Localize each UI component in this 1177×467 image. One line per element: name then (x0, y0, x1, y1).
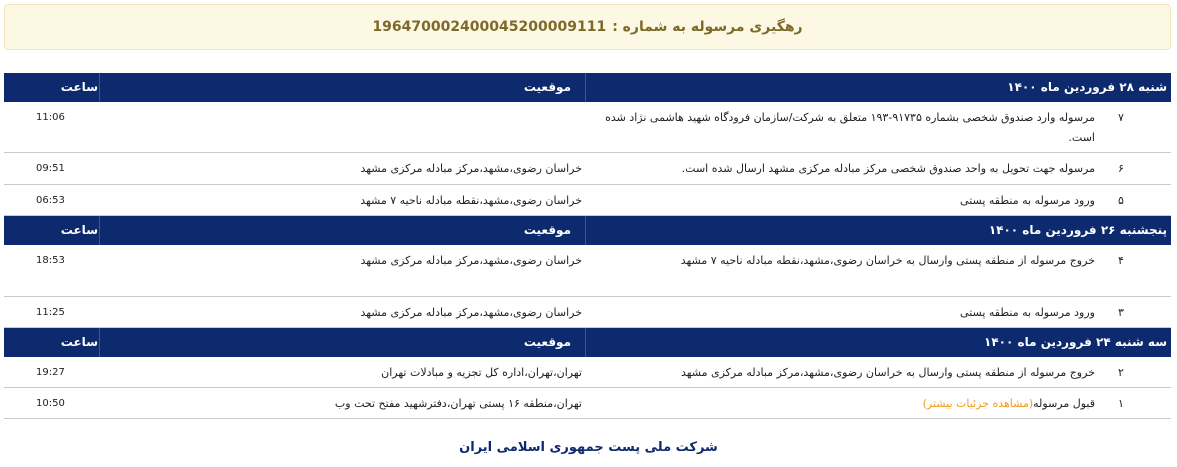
row-description (585, 388, 1095, 413)
row-number: ۴ (1118, 254, 1124, 267)
group-date: شنبه ۲۸ فروردین ماه ۱۴۰۰ (1007, 80, 1167, 94)
group-date: سه شنبه ۲۴ فروردین ماه ۱۴۰۰ (984, 335, 1167, 349)
row-time: 09:51 (36, 163, 65, 174)
row-number: ۲ (1118, 366, 1124, 379)
row-time: 11:25 (36, 307, 65, 318)
table-row (4, 388, 1171, 419)
column-location: موقعیت (523, 223, 571, 237)
row-location: خراسان رضوی،مشهد،مرکز مبادله مرکزی مشهد (360, 306, 582, 319)
more-details-link[interactable]: (مشاهده جزئیات بیشتر) (922, 397, 1034, 410)
table-row (4, 357, 1171, 388)
row-location: تهران،منطقه ۱۶ پستی تهران،دفترشهید مفتح تحت وب (334, 397, 582, 410)
row-time: 06:53 (36, 195, 65, 206)
table-row (4, 245, 1171, 297)
row-description: مرسوله وارد صندوق شخصی بشماره ۹۱۷۳۵-۱۹۳ متعلق به شرکت/سازمان فرودگاه شهید هاشمی نژاد شده است. (605, 111, 1095, 144)
row-description: ورود مرسوله به منطقه پستی (960, 306, 1095, 319)
group-date: پنجشنبه ۲۶ فروردین ماه ۱۴۰۰ (988, 223, 1167, 237)
row-number: ۵ (1118, 194, 1124, 207)
table-row (4, 102, 1171, 153)
table-row (4, 185, 1171, 216)
row-time: 11:06 (36, 112, 65, 123)
group-header (4, 216, 1171, 245)
column-time: ساعت (60, 80, 98, 94)
column-location: موقعیت (523, 335, 571, 349)
group-header (4, 73, 1171, 102)
table-row (4, 153, 1171, 185)
row-description: مرسوله جهت تحویل به واحد صندوق شخصی مرکز مبادله مرکزی مشهد ارسال شده است. (681, 162, 1095, 175)
row-location: تهران،تهران،اداره کل تجزیه و مبادلات تهران (381, 366, 582, 379)
row-number: ۳ (1118, 306, 1124, 319)
tracking-number: 196470002400045200009111 (372, 19, 607, 35)
row-number: ۶ (1118, 162, 1124, 175)
row-number: ۱ (1118, 397, 1124, 410)
row-description: خروج مرسوله از منطقه پستی وارسال به خراسان رضوی،مشهد،مرکز مبادله مرکزی مشهد (680, 366, 1095, 379)
group-header (4, 328, 1171, 357)
row-location (102, 102, 582, 108)
row-location: خراسان رضوی،مشهد،مرکز مبادله مرکزی مشهد (360, 254, 582, 267)
row-location: خراسان رضوی،مشهد،نقطه مبادله ناحیه ۷ مشهد (360, 194, 582, 207)
row-time: 18:53 (36, 255, 65, 266)
table-row (4, 297, 1171, 328)
row-location: خراسان رضوی،مشهد،مرکز مبادله مرکزی مشهد (360, 162, 582, 175)
banner-label: رهگیری مرسوله به شماره : (612, 19, 803, 35)
tracking-table (4, 73, 1171, 419)
tracking-banner (4, 4, 1171, 50)
row-description: ورود مرسوله به منطقه پستی (960, 194, 1095, 207)
column-time: ساعت (60, 223, 98, 237)
row-time: 10:50 (36, 398, 65, 409)
row-time: 19:27 (36, 367, 65, 378)
footer-company-name: شرکت ملی پست جمهوری اسلامی ایران (459, 440, 718, 455)
row-number: ۷ (1118, 111, 1124, 124)
column-time: ساعت (60, 335, 98, 349)
row-description: خروج مرسوله از منطقه پستی وارسال به خراسان رضوی،مشهد،نقطه مبادله ناحیه ۷ مشهد (680, 254, 1095, 267)
column-location: موقعیت (523, 80, 571, 94)
row-description-text: قبول مرسوله (1033, 397, 1095, 410)
